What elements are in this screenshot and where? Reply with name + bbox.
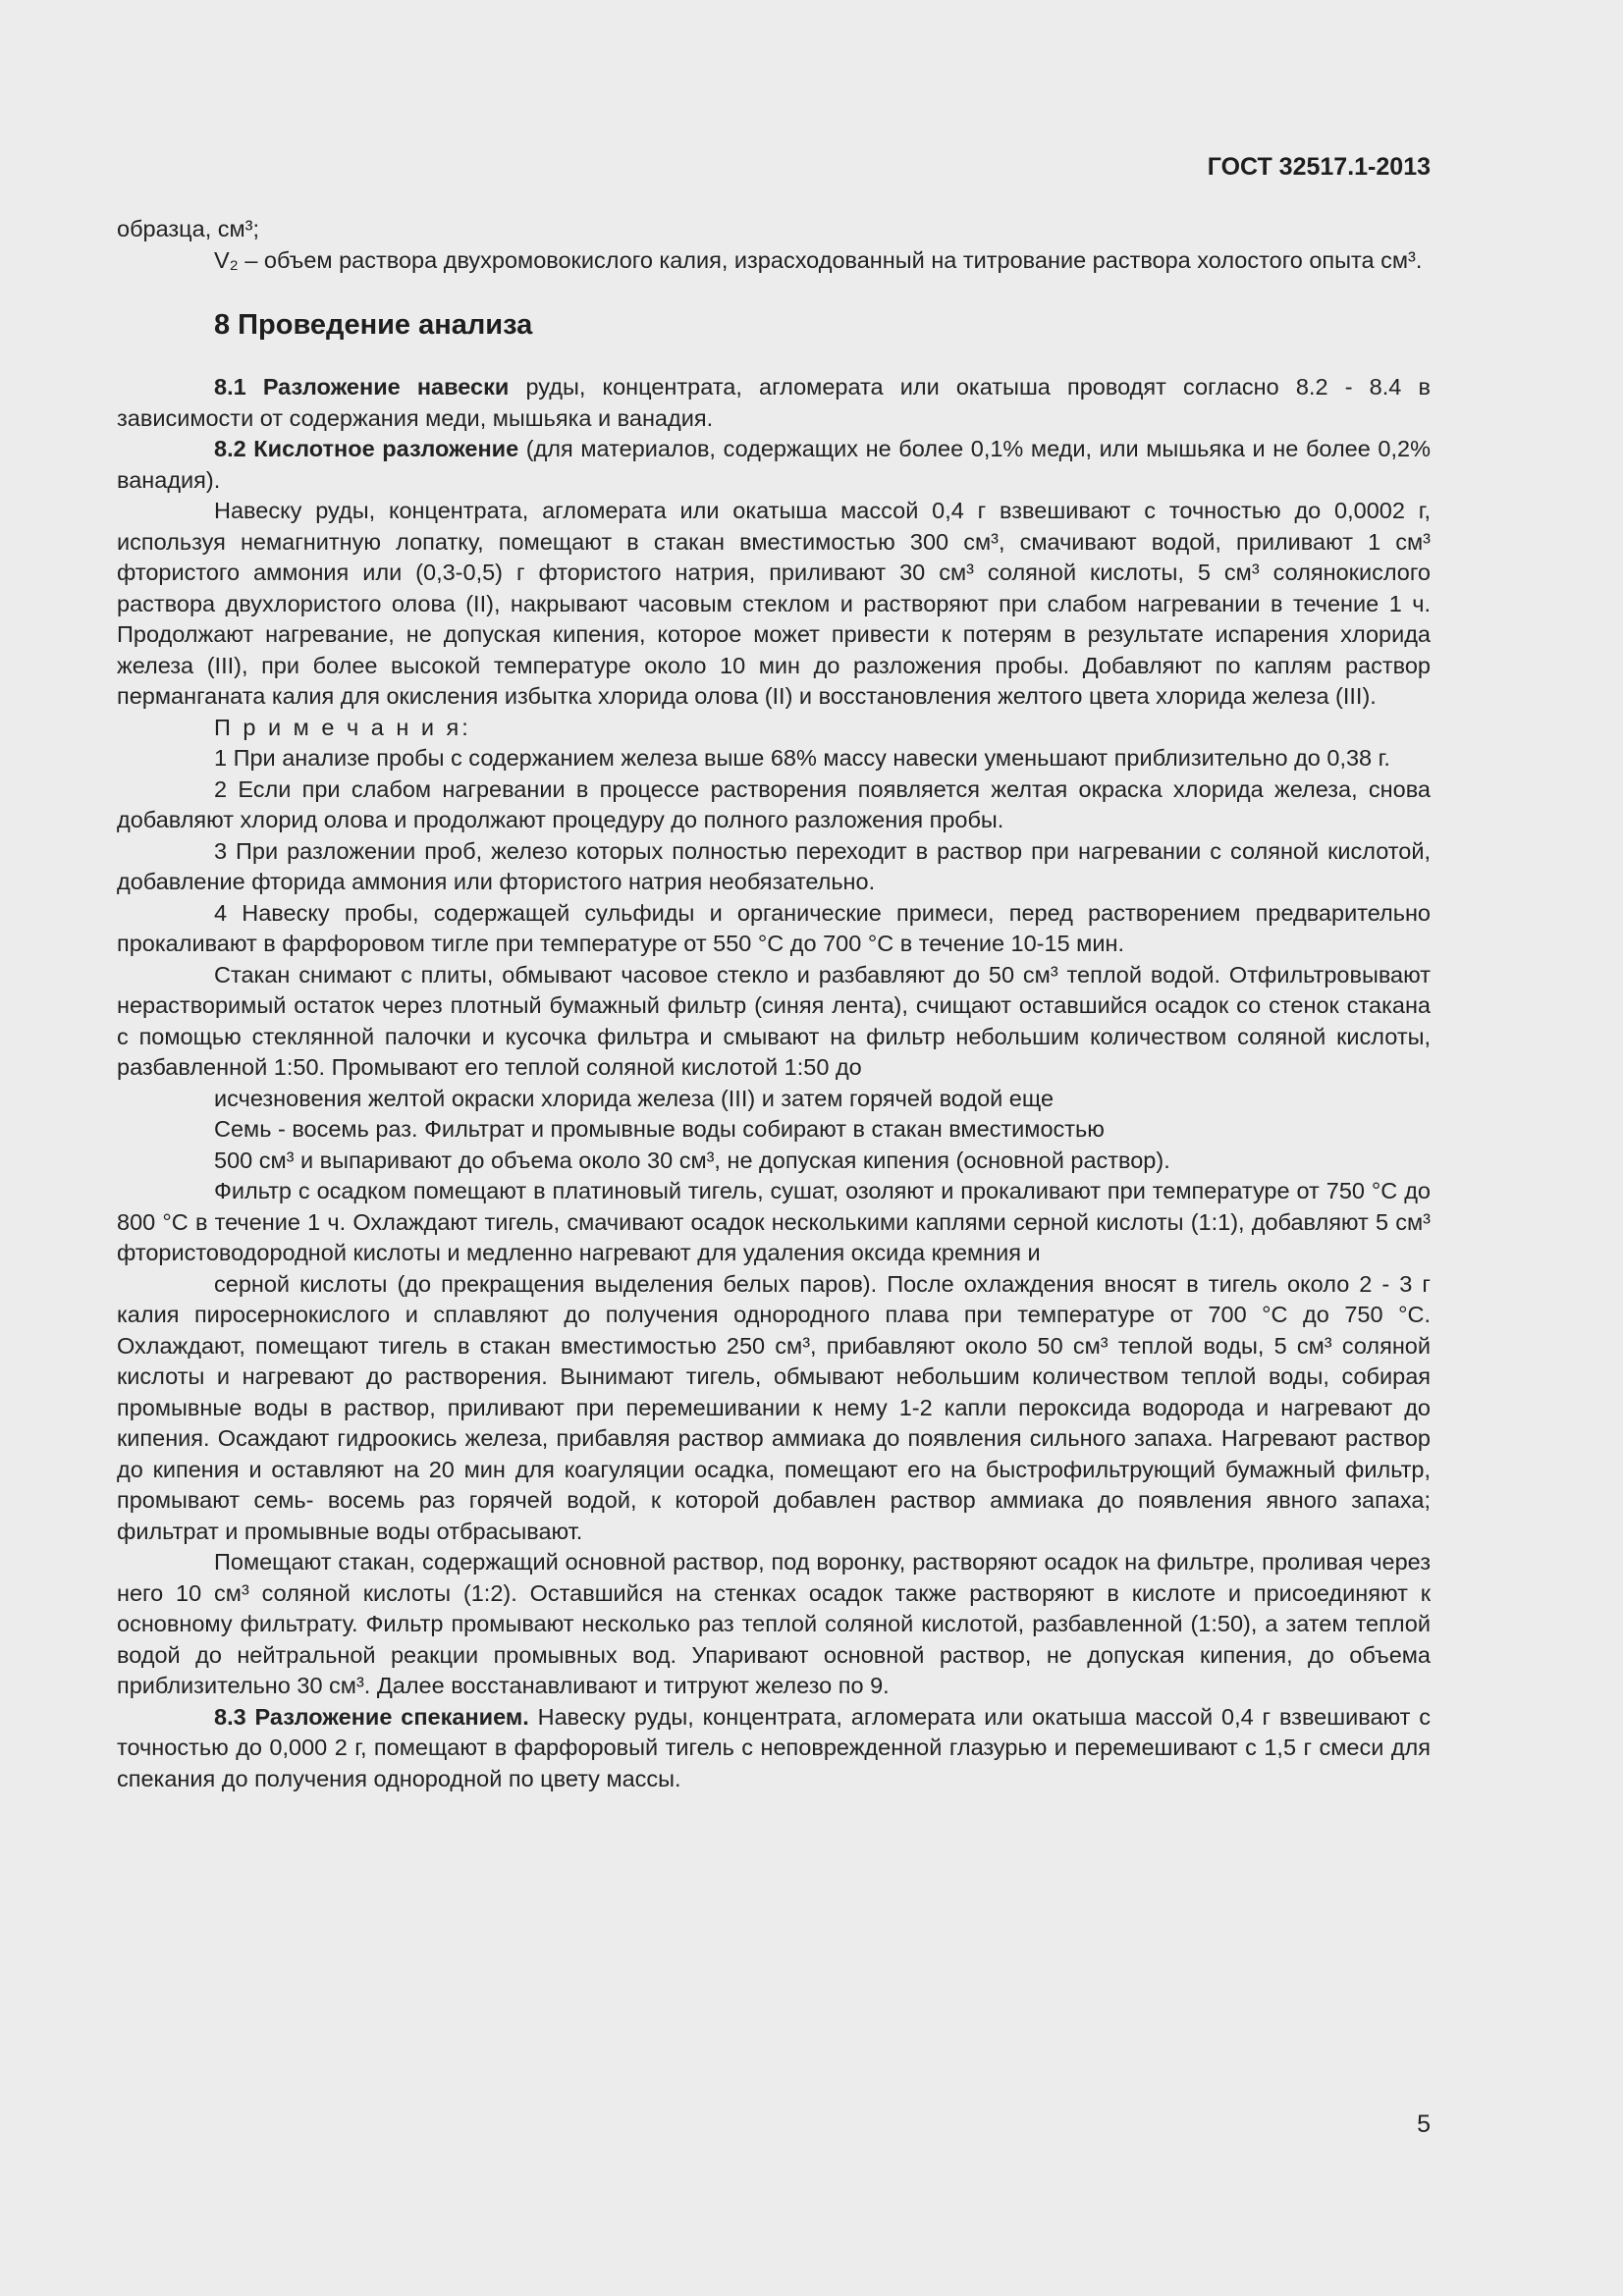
- page-number: 5: [1417, 2110, 1431, 2138]
- clause-8-3: [117, 1702, 1431, 1795]
- note-4: 4 Навеску пробы, содержащей сульфиды и органические примеси, перед растворением предварительно прокаливают в фарфоровом тигле при температуре от 550 °С до 700 °С в течение 10-15 мин.: [117, 899, 1431, 956]
- note-3: 3 При разложении проб, железо которых полностью переходит в раствор при нагревании с соляной кислотой, добавление фторида аммония или фтористого натрия необязательно.: [117, 837, 1431, 894]
- standard-header: ГОСТ 32517.1-2013: [1207, 153, 1431, 181]
- note-2: 2 Если при слабом нагревании в процессе растворения появляется желтая окраска хлорида железа, снова добавляют хлорид олова и продолжают процедуру до полного разложения пробы.: [117, 775, 1431, 832]
- section-title: 8 Проведение анализа: [214, 309, 533, 341]
- intro-variable-definition: V₂ – объем раствора двухромовокислого калия, израсходованный на титрование раствора холостого опыта см³.: [214, 246, 1423, 273]
- clause-8-1-text: руды, концентрата, агломерата или окатыша проводят согласно 8.2 - 8.4 в зависимости от содержания меди, мышьяка и ванадия.: [117, 374, 1431, 431]
- intro-line: образца, см³;: [117, 216, 260, 241]
- continuation-line-a: исчезновения желтой окраски хлорида железа (III) и затем горячей водой еще: [214, 1085, 1055, 1111]
- glass-paragraph: Стакан снимают с плиты, обмывают часовое стекло и разбавляют до 50 см³ теплой водой. Отфильтровывают нерастворимый остаток через плотный бумажный фильтр (синяя лента), счищают оставшийся осадок со стенок стакана с помощью стеклянной палочки и кусочка фильтра и смывают на фильтр небольшим количеством соляной кислоты, разбавленной 1:50. Промывают его теплой соляной кислотой 1:50 до: [117, 961, 1431, 1080]
- sample-paragraph: Навеску руды, концентрата, агломерата или окатыша массой 0,4 г взвешивают с точностью до 0,0002 г, используя немагнитную лопатку, помещают в стакан вместимостью 300 см³, смачивают водой, приливают 1 см³ фтористого аммония или (0,3-0,5) г фтористого натрия, приливают 30 см³ соляной кислоты, 5 см³ солянокислого раствора двухлористого олова (II), накрывают часовым стеклом и растворяют при слабом нагревании в течение 1 ч. Продолжают нагревание, не допуская кипения, которое может привести к потерям в результате испарения хлорида железа (III), при более высокой температуре около 10 мин до разложения пробы. Добавляют по каплям раствор перманганата калия для окисления избытка хлорида олова (II) и восстановления желтого цвета хлорида железа (III).: [117, 498, 1431, 709]
- filter-paragraph: Фильтр с осадком помещают в платиновый тигель, сушат, озоляют и прокаливают при температуре от 750 °С до 800 °С в течение 1 ч. Охлаждают тигель, смачивают осадок несколькими каплями серной кислоты (1:1), добавляют 5 см³ фтористоводородной кислоты и медленно нагревают для удаления оксида кремния и: [117, 1178, 1431, 1265]
- beaker-paragraph: Помещают стакан, содержащий основной раствор, под воронку, растворяют осадок на фильтре, проливая через него 10 см³ соляной кислоты (1:2). Оставшийся на стенках осадок также растворяют в кислоте и присоединяют к основному фильтрату. Фильтр промывают несколько раз теплой соляной кислотой, разбавленной (1:50), а затем теплой водой до нейтральной реакции промывных вод. Упаривают основной раствор, не допуская кипения, до объема приблизительно 30 см³. Далее восстанавливают и титруют железо по 9.: [117, 1549, 1431, 1698]
- clause-8-1: [117, 372, 1431, 434]
- continuation-line-b: Семь - восемь раз. Фильтрат и промывные воды собирают в стакан вместимостью: [214, 1116, 1105, 1142]
- clause-8-2-text: (для материалов, содержащих не более 0,1% меди, или мышьяка и не более 0,2% ванадия).: [117, 436, 1431, 493]
- sulfur-paragraph: серной кислоты (до прекращения выделения белых паров). После охлаждения вносят в тигель около 2 - 3 г калия пиросернокислого и сплавляют до получения однородного плава при температуре от 700 °С до 750 °С. Охлаждают, помещают тигель в стакан вместимостью 250 см³, прибавляют около 50 см³ теплой воды, 5 см³ соляной кислоты и нагревают до растворения. Вынимают тигель, обмывают небольшим количеством теплой воды, собирая промывные воды в раствор, приливают при перемешивании к нему 1-2 капли пероксида водорода и нагревают до кипения. Осаждают гидроокись железа, прибавляя раствор аммиака до появления сильного запаха. Нагревают раствор до кипения и оставляют на 20 мин для коагуляции осадка, помещают его на быстрофильтрующий бумажный фильтр, промывают семь- восемь раз горячей водой, к которой добавлен раствор аммиака до появления явного запаха; фильтрат и промывные воды отбрасывают.: [117, 1270, 1431, 1544]
- clause-8-3-text: Навеску руды, концентрата, агломерата или окатыша массой 0,4 г взвешивают с точностью до 0,000 2 г, помещают в фарфоровый тигель с неповрежденной глазурью и перемешивают с 1,5 г смеси для спекания до получения однородной по цвету массы.: [117, 1703, 1432, 1791]
- clause-8-2-heading: 8.2 Кислотное разложение: [214, 436, 519, 461]
- clause-8-1-heading: 8.1 Разложение навески: [214, 374, 510, 400]
- notes-label: П р и м е ч а н и я:: [214, 714, 471, 740]
- page-body: [117, 214, 1431, 1794]
- clause-8-2: [117, 434, 1431, 496]
- clause-8-3-heading: 8.3 Разложение спеканием.: [214, 1703, 529, 1730]
- note-1: 1 При анализе пробы с содержанием железа выше 68% массу навески уменьшают приблизительно до 0,38 г.: [214, 745, 1390, 771]
- continuation-line-c: 500 см³ и выпаривают до объема около 30 см³, не допуская кипения (основной раствор).: [214, 1147, 1170, 1173]
